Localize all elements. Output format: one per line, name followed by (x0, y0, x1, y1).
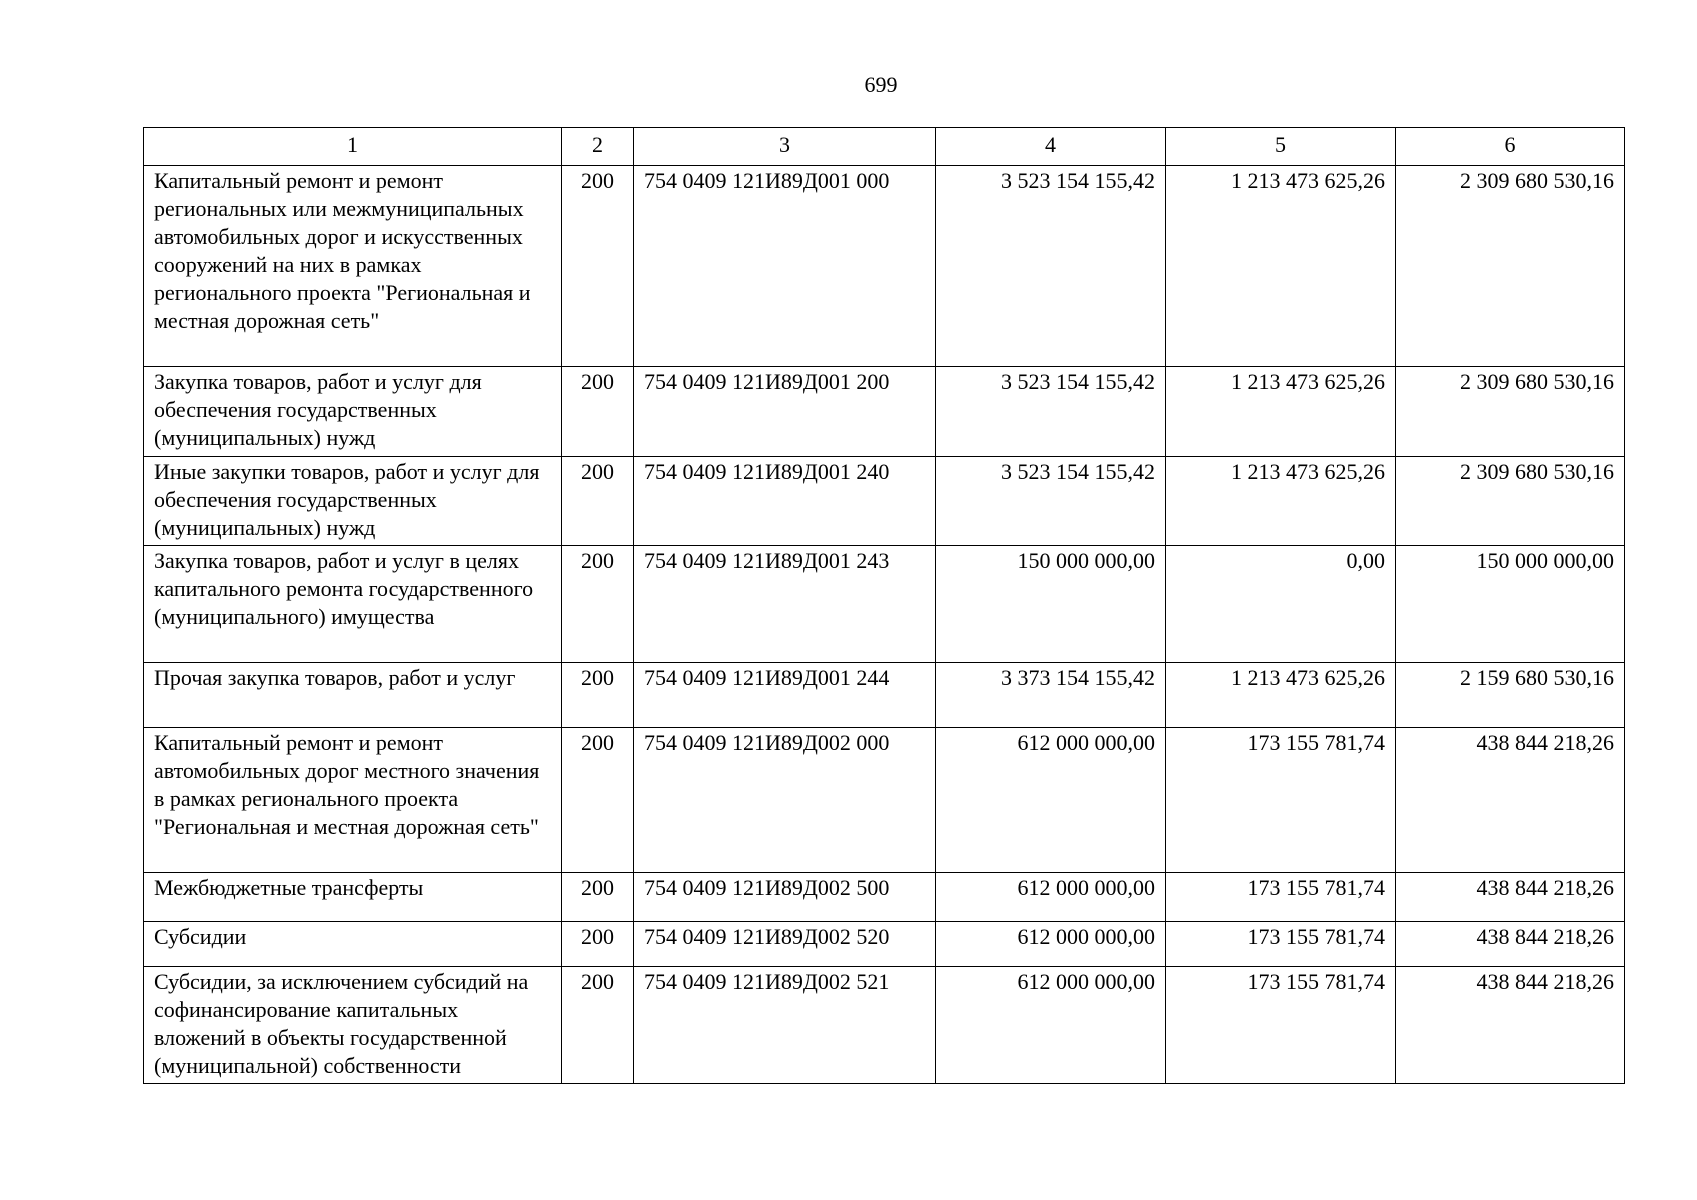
row-value-4-cell: 3 523 154 155,42 (936, 457, 1166, 546)
row-value-6-cell: 438 844 218,26 (1396, 922, 1625, 967)
budget-table (143, 127, 1625, 1084)
row-section-cell: 200 (562, 728, 634, 873)
row-value-4-cell: 150 000 000,00 (936, 546, 1166, 663)
row-code-cell: 754 0409 121И89Д002 000 (634, 728, 936, 873)
column-header-2: 2 (562, 128, 634, 166)
table-row (144, 873, 1625, 922)
row-code-cell: 754 0409 121И89Д001 243 (634, 546, 936, 663)
row-value-6-cell: 150 000 000,00 (1396, 546, 1625, 663)
row-value-6-cell: 438 844 218,26 (1396, 873, 1625, 922)
table-row (144, 967, 1625, 1084)
row-name-cell: Иные закупки товаров, работ и услуг для обеспечения государственных (муниципальных) нужд (144, 457, 562, 546)
row-section-cell: 200 (562, 873, 634, 922)
row-code-cell: 754 0409 121И89Д001 244 (634, 663, 936, 728)
column-header-6: 6 (1396, 128, 1625, 166)
row-value-6-cell: 2 309 680 530,16 (1396, 367, 1625, 457)
row-code-cell: 754 0409 121И89Д001 000 (634, 166, 936, 367)
row-value-4-cell: 3 523 154 155,42 (936, 367, 1166, 457)
row-code-cell: 754 0409 121И89Д002 520 (634, 922, 936, 967)
row-value-5-cell: 1 213 473 625,26 (1166, 457, 1396, 546)
table-row (144, 367, 1625, 457)
row-section-cell: 200 (562, 457, 634, 546)
row-name-cell: Закупка товаров, работ и услуг в целях капитального ремонта государственного (муниципального) имущества (144, 546, 562, 663)
row-code-cell: 754 0409 121И89Д001 240 (634, 457, 936, 546)
row-value-5-cell: 1 213 473 625,26 (1166, 367, 1396, 457)
row-name-cell: Закупка товаров, работ и услуг для обеспечения государственных (муниципальных) нужд (144, 367, 562, 457)
table-row (144, 728, 1625, 873)
row-value-4-cell: 3 523 154 155,42 (936, 166, 1166, 367)
row-name-cell: Субсидии, за исключением субсидий на софинансирование капитальных вложений в объекты государственной (муниципальной) собственности (144, 967, 562, 1084)
row-value-5-cell: 173 155 781,74 (1166, 873, 1396, 922)
row-name-cell: Межбюджетные трансферты (144, 873, 562, 922)
row-value-5-cell: 1 213 473 625,26 (1166, 166, 1396, 367)
row-name-cell: Прочая закупка товаров, работ и услуг (144, 663, 562, 728)
row-value-4-cell: 3 373 154 155,42 (936, 663, 1166, 728)
row-code-cell: 754 0409 121И89Д001 200 (634, 367, 936, 457)
row-value-4-cell: 612 000 000,00 (936, 728, 1166, 873)
header-row (144, 128, 1625, 166)
table-row (144, 166, 1625, 367)
row-value-5-cell: 0,00 (1166, 546, 1396, 663)
row-value-6-cell: 2 309 680 530,16 (1396, 457, 1625, 546)
table-row (144, 546, 1625, 663)
table-row (144, 457, 1625, 546)
row-value-5-cell: 173 155 781,74 (1166, 728, 1396, 873)
row-value-6-cell: 2 159 680 530,16 (1396, 663, 1625, 728)
row-section-cell: 200 (562, 367, 634, 457)
row-value-4-cell: 612 000 000,00 (936, 873, 1166, 922)
page-number: 699 (864, 72, 898, 97)
row-name-cell: Капитальный ремонт и ремонт региональных или межмуниципальных автомобильных дорог и искусственных сооружений на них в рамках регионального проекта "Региональная и местная дорожная сеть" (144, 166, 562, 367)
row-value-6-cell: 438 844 218,26 (1396, 728, 1625, 873)
table-header (144, 128, 1625, 166)
column-header-1: 1 (144, 128, 562, 166)
column-header-3: 3 (634, 128, 936, 166)
row-section-cell: 200 (562, 922, 634, 967)
row-code-cell: 754 0409 121И89Д002 500 (634, 873, 936, 922)
table-row (144, 922, 1625, 967)
row-value-5-cell: 173 155 781,74 (1166, 967, 1396, 1084)
row-value-6-cell: 438 844 218,26 (1396, 967, 1625, 1084)
row-section-cell: 200 (562, 663, 634, 728)
table-row (144, 663, 1625, 728)
row-value-4-cell: 612 000 000,00 (936, 922, 1166, 967)
row-section-cell: 200 (562, 546, 634, 663)
row-value-5-cell: 1 213 473 625,26 (1166, 663, 1396, 728)
table-body (144, 166, 1625, 1084)
column-header-4: 4 (936, 128, 1166, 166)
row-value-5-cell: 173 155 781,74 (1166, 922, 1396, 967)
column-header-5: 5 (1166, 128, 1396, 166)
row-value-4-cell: 612 000 000,00 (936, 967, 1166, 1084)
row-name-cell: Субсидии (144, 922, 562, 967)
row-name-cell: Капитальный ремонт и ремонт автомобильных дорог местного значения в рамках регионального проекта "Региональная и местная дорожная сеть" (144, 728, 562, 873)
row-section-cell: 200 (562, 967, 634, 1084)
row-section-cell: 200 (562, 166, 634, 367)
row-value-6-cell: 2 309 680 530,16 (1396, 166, 1625, 367)
row-code-cell: 754 0409 121И89Д002 521 (634, 967, 936, 1084)
